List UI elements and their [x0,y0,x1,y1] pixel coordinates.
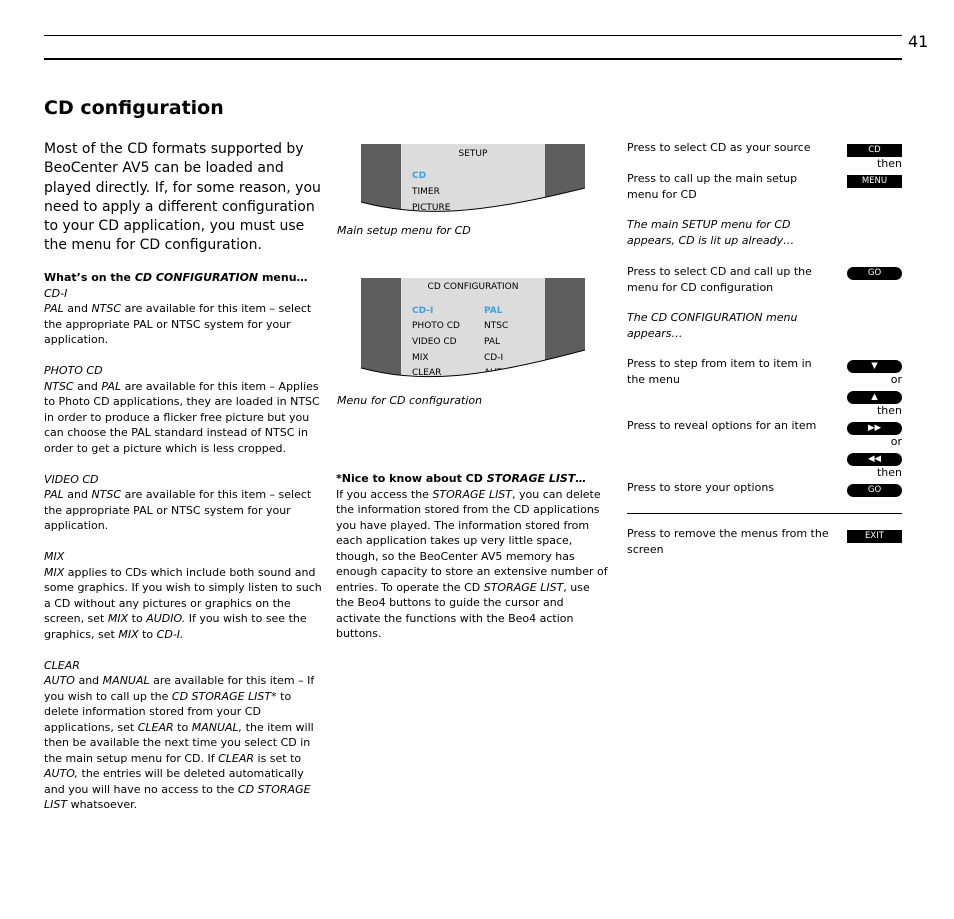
config-appears-note: The CD CONFIGURATION menu appears… [627,311,798,340]
nice-to-know-section [336,471,608,657]
rewind-key: ◀◀ [847,453,902,466]
step-call-setup: Press to call up the main setup menu for CD [627,172,798,201]
setup-menu-title: SETUP [458,149,488,159]
photo-cd-block: PHOTO CD NTSC and PAL are available for this item – Applies to Photo CD applications, they are loaded in NTSC in order to produce a flicker free picture but you can choose the PAL standard instead of NTSC in order to get a picture which is less cropped. [44,363,322,456]
config-value-mix: CD-I [484,353,504,363]
config-value-video: PAL [484,337,501,347]
header-rule [44,58,902,60]
config-value-photo: NTSC [484,321,509,331]
go-key: GO [847,484,902,497]
up-arrow-key: ▲ [847,391,902,404]
then-label: then [876,466,902,479]
setup-menu-screen [361,144,585,222]
clear-block: CLEAR AUTO and MANUAL are available for this item – If you wish to call up the CD STORAGE LIST* to delete information stored from your CD applications, set CLEAR to MANUAL, the item will then be available the next time you select CD in the main setup menu for CD. If CLEAR is set to AUTO, the entries will be deleted automatically and you will have no access to the CD STORAGE LIST whatsoever. [44,658,322,813]
clear-heading: CLEAR [44,658,80,672]
go-key: GO [847,267,902,280]
setup-item-cd: CD [412,171,427,181]
section-divider [627,513,902,514]
video-cd-heading: VIDEO CD [44,472,99,486]
config-item-mix: MIX [412,353,429,363]
setup-item-picture: PICTURE [412,203,451,213]
config-item-video: VIDEO CD [412,337,457,347]
step-select-cd: Press to select CD as your source [627,141,811,154]
mix-heading: MIX [44,550,65,563]
step-reveal-options: Press to reveal options for an item [627,419,817,432]
setup-item-timer: TIMER [412,187,440,197]
intro-paragraph: Most of the CD formats supported by BeoCenter AV5 can be loaded and played directly. If, for some reason, you need to apply a different configuration to your CD application, you must use the menu for CD configuration. [44,141,321,254]
or-label: or [890,373,902,386]
whats-on-section [44,270,322,828]
page-curl-edge [361,144,585,222]
then-label: then [876,404,902,417]
page-curl-edge [361,278,585,382]
exit-key: EXIT [847,530,902,543]
photo-cd-heading: PHOTO CD [44,364,103,377]
whats-on-heading: What’s on the CD CONFIGURATION menu… CD-I PAL and NTSC are available for this item – select the appropriate PAL or NTSC system for your application. [44,270,322,348]
config-menu-caption: Menu for CD configuration [337,394,483,407]
config-item-photo: PHOTO CD [412,321,460,331]
page-title: CD configuration [44,97,224,119]
down-arrow-key: ▼ [847,360,902,373]
nice-to-know-heading: *Nice to know about CD STORAGE LIST… [336,472,587,485]
step-navigate: Press to step from item to item in the menu [627,357,812,386]
config-menu-title: CD CONFIGURATION [427,282,519,292]
step-select-cd-config: Press to select CD and call up the menu for CD configuration [627,265,812,294]
nice-to-know-text: *Nice to know about CD STORAGE LIST… If you access the STORAGE LIST, you can delete the information stored from the CD applications you have played. The information stored from each application takes up very little space, though, so the BeoCenter AV5 memory has enough capacity to store an extensive number of entries. To operate the CD STORAGE LIST, use the Beo4 buttons to guide the cursor and activate the functions with the Beo4 action buttons. [336,472,608,640]
fast-forward-key: ▶▶ [847,422,902,435]
cd-key: CD [847,144,902,157]
config-item-clear: CLEAR [412,368,442,378]
page-number: 41 [908,32,929,51]
cd-config-screen [361,278,585,382]
mix-block: MIX MIX applies to CDs which include both sound and some graphics. If you wish to simply listen to such a CD without any pictures or graphics on the screen, set MIX to AUDIO. If you wish to see the graphics, set MIX to CD-I. [44,550,322,641]
menu-key: MENU [847,175,902,188]
video-cd-block: VIDEO CD PAL and NTSC are available for this item – select the appropriate PAL or NTSC system for your application. [44,472,322,534]
config-value-cdi: PAL [484,306,503,316]
cdi-heading: CD-I [44,286,68,300]
top-rule [44,35,902,36]
setup-menu-caption: Main setup menu for CD [337,224,471,237]
step-remove-menus: Press to remove the menus from the screen [627,527,829,556]
cdi-text: PAL and NTSC are available for this item – select the appropriate PAL or NTSC system for your application. [44,302,312,346]
config-item-cdi: CD-I [412,306,434,316]
setup-appears-note: The main SETUP menu for CD appears, CD is lit up already… [627,218,795,247]
then-label: then [876,157,902,170]
or-label: or [890,435,902,448]
step-store-options: Press to store your options [627,481,775,494]
